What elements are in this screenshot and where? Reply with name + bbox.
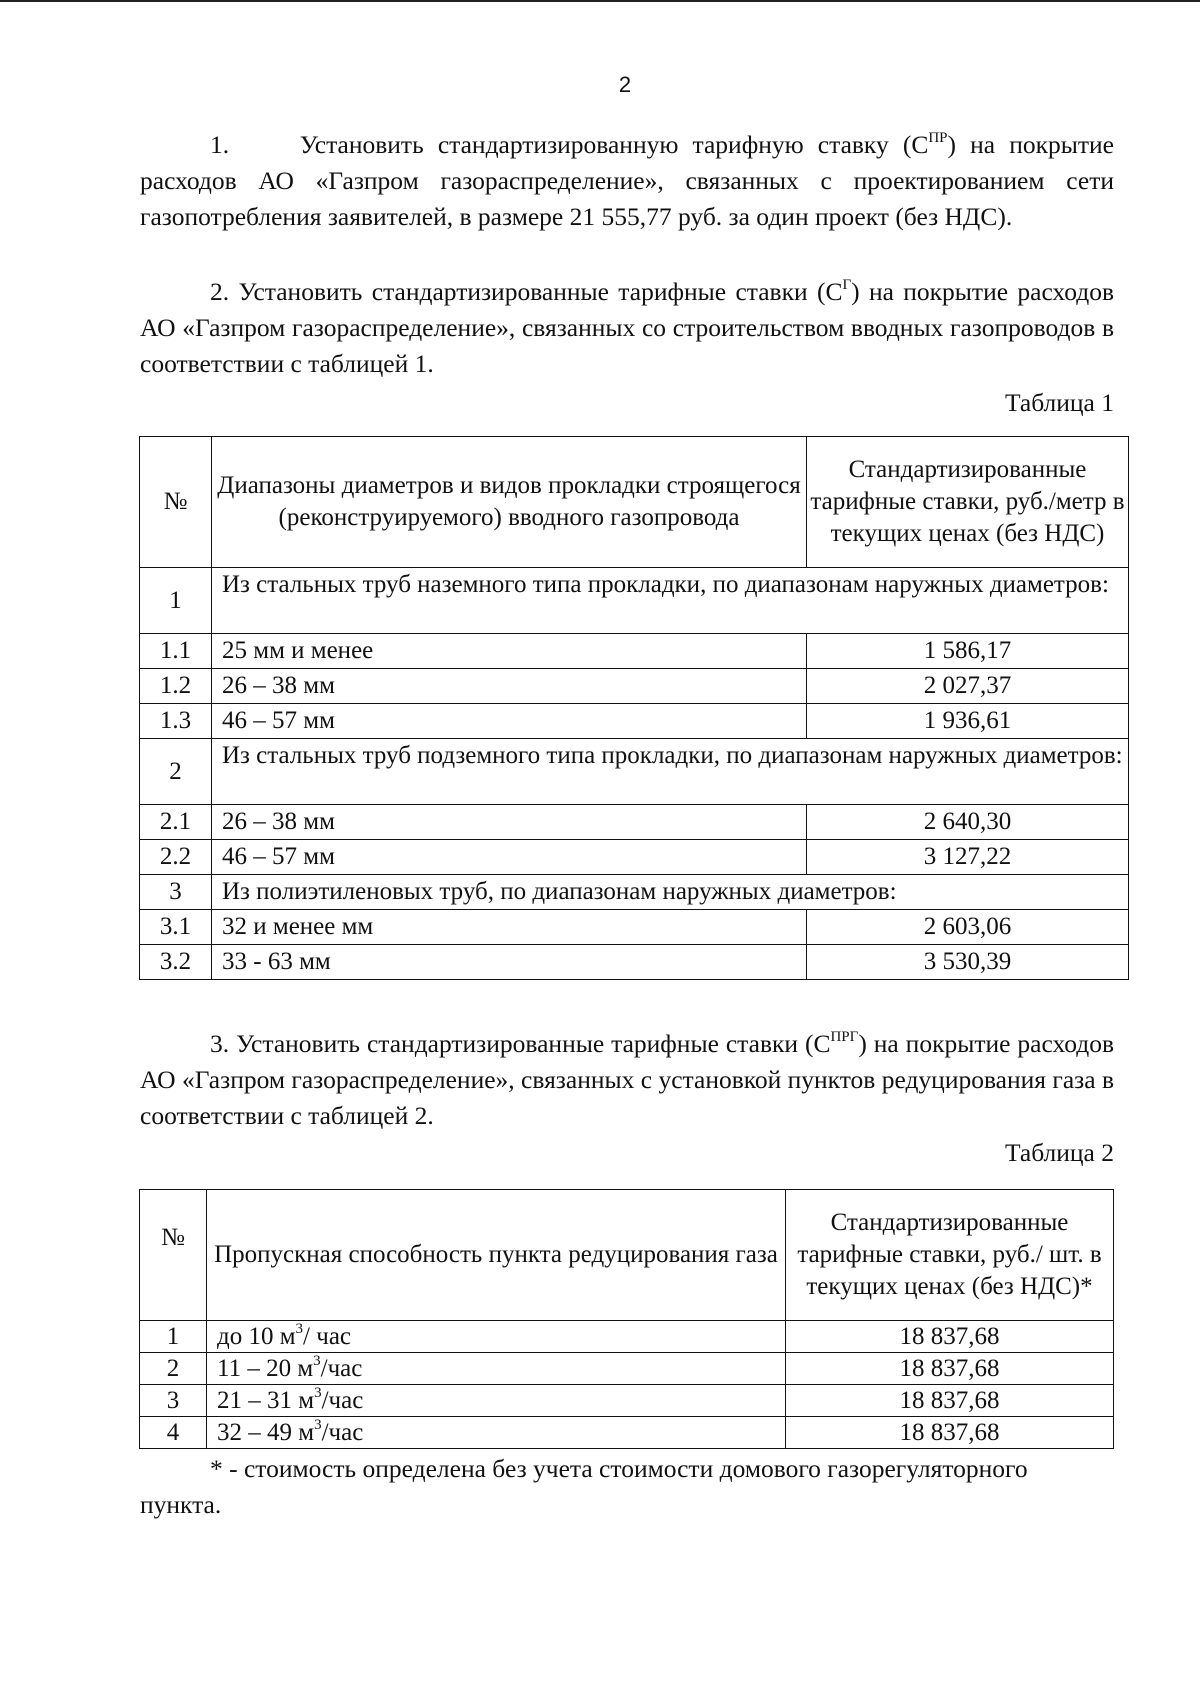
row-capacity [207, 1417, 786, 1449]
row-number: 3.2 [140, 945, 212, 980]
row-range: 26 – 38 мм [212, 669, 807, 704]
capacity-text: 11 – 20 м [217, 1355, 314, 1382]
table-row [140, 910, 1129, 945]
row-number: 3 [140, 1385, 207, 1417]
capacity-text: 32 – 49 м [217, 1419, 315, 1446]
table-2-header-desc: Пропускная способность пункта редуцирования газа [207, 1190, 786, 1321]
paragraph-3 [140, 1026, 1114, 1134]
row-rate: 2 640,30 [807, 805, 1129, 840]
table-row [140, 1353, 1114, 1385]
table-1-header-row [140, 437, 1129, 568]
row-range: 33 - 63 мм [212, 945, 807, 980]
row-range: 46 – 57 мм [212, 704, 807, 739]
capacity-text: до 10 м [217, 1323, 296, 1350]
group-title: Из полиэтиленовых труб, по диапазонам наружных диаметров: [212, 875, 1129, 910]
row-rate: 2 027,37 [807, 669, 1129, 704]
paragraph-2-text-start: 2. Установить стандартизированные тарифные ставки (С [210, 277, 843, 306]
capacity-exponent: 3 [295, 1320, 304, 1337]
row-number: 2.1 [140, 805, 212, 840]
capacity-exponent: 3 [314, 1416, 322, 1433]
row-rate: 18 837,68 [786, 1353, 1114, 1385]
paragraph-1 [140, 127, 1114, 235]
row-rate: 18 837,68 [786, 1385, 1114, 1417]
table-1-group-row [140, 739, 1129, 805]
capacity-text: 21 – 31 м [217, 1387, 315, 1414]
table-row [140, 634, 1129, 669]
capacity-unit: / час [303, 1323, 352, 1350]
table-2-header-row [140, 1190, 1114, 1321]
row-rate: 2 603,06 [807, 910, 1129, 945]
table-1-header-desc: Диапазоны диаметров и видов прокладки строящегося (реконструируемого) вводного газопровода [212, 437, 807, 568]
row-capacity [207, 1321, 786, 1353]
row-range: 26 – 38 мм [212, 805, 807, 840]
paragraph-3-superscript: ПРГ [830, 1028, 859, 1045]
group-title: Из стальных труб наземного типа прокладки, по диапазонам наружных диаметров: [212, 568, 1129, 634]
table-1-header-rate: Стандартизированные тарифные ставки, руб./метр в текущих ценах (без НДС) [807, 437, 1129, 568]
capacity-unit: /час [321, 1419, 364, 1446]
row-number: 1.2 [140, 669, 212, 704]
table-row [140, 1321, 1114, 1353]
paragraph-1-number: 1. [210, 130, 230, 159]
paragraph-1-superscript: ПР [928, 129, 948, 146]
group-number: 3 [140, 875, 212, 910]
paragraph-2 [140, 274, 1114, 382]
row-rate: 1 936,61 [807, 704, 1129, 739]
row-number: 1.1 [140, 634, 212, 669]
row-rate: 18 837,68 [786, 1417, 1114, 1449]
footnote-line-2: пункта. [140, 1490, 222, 1519]
group-title: Из стальных труб подземного типа прокладки, по диапазонам наружных диаметров: [212, 739, 1129, 805]
table-row [140, 840, 1129, 875]
paragraph-1-text-end: ) на покрытие расходов АО «Газпром газораспределение», связанных с проектированием сети газопотребления заявителей, в размере 21 555,77 руб. за один проект (без НДС). [140, 130, 1115, 231]
group-number: 1 [140, 568, 212, 634]
row-capacity [207, 1385, 786, 1417]
table-1-caption: Таблица 1 [1004, 388, 1114, 417]
capacity-exponent: 3 [314, 1384, 322, 1401]
paragraph-3-text-start: 3. Установить стандартизированные тарифные ставки (С [210, 1029, 831, 1058]
paragraph-1-text-start: Установить стандартизированную тарифную ставку (С [299, 130, 929, 159]
table-row [140, 669, 1129, 704]
row-range: 46 – 57 мм [212, 840, 807, 875]
page-number: 2 [618, 72, 632, 97]
row-number: 1 [140, 1321, 207, 1353]
row-rate: 3 127,22 [807, 840, 1129, 875]
row-range: 32 и менее мм [212, 910, 807, 945]
row-capacity [207, 1353, 786, 1385]
row-number: 2.2 [140, 840, 212, 875]
footnote-line-1: * - стоимость определена без учета стоимости домового газорегуляторного [210, 1454, 1028, 1483]
capacity-unit: /час [320, 1355, 363, 1382]
capacity-unit: /час [321, 1387, 364, 1414]
row-rate: 18 837,68 [786, 1321, 1114, 1353]
footnote [140, 1451, 1114, 1523]
table-1-group-row [140, 875, 1129, 910]
row-rate: 3 530,39 [807, 945, 1129, 980]
paragraph-2-text-end: ) на покрытие расходов АО «Газпром газораспределение», связанных со строительством вводных газопроводов в соответствии с таблицей 1. [140, 277, 1114, 378]
table-row [140, 704, 1129, 739]
table-row [140, 1417, 1114, 1449]
row-number: 1.3 [140, 704, 212, 739]
table-1 [139, 436, 1129, 980]
table-1-header-num: № [140, 437, 212, 568]
table-1-group-row [140, 568, 1129, 634]
table-2-caption: Таблица 2 [1004, 1138, 1114, 1167]
group-number: 2 [140, 739, 212, 805]
paragraph-3-text-end: ) на покрытие расходов АО «Газпром газораспределение», связанных с установкой пунктов редуцирования газа в соответствии с таблицей 2. [140, 1029, 1114, 1130]
capacity-exponent: 3 [313, 1352, 321, 1369]
table-2 [139, 1189, 1114, 1449]
table-row [140, 805, 1129, 840]
row-number: 4 [140, 1417, 207, 1449]
table-row [140, 945, 1129, 980]
table-2-header-num: № [140, 1190, 207, 1321]
table-row [140, 1385, 1114, 1417]
paragraph-2-superscript: Г [842, 276, 852, 293]
row-number: 2 [140, 1353, 207, 1385]
row-range: 25 мм и менее [212, 634, 807, 669]
top-border-line [0, 0, 1200, 2]
row-rate: 1 586,17 [807, 634, 1129, 669]
table-2-header-rate: Стандартизированные тарифные ставки, руб./ шт. в текущих ценах (без НДС)* [786, 1190, 1114, 1321]
row-number: 3.1 [140, 910, 212, 945]
